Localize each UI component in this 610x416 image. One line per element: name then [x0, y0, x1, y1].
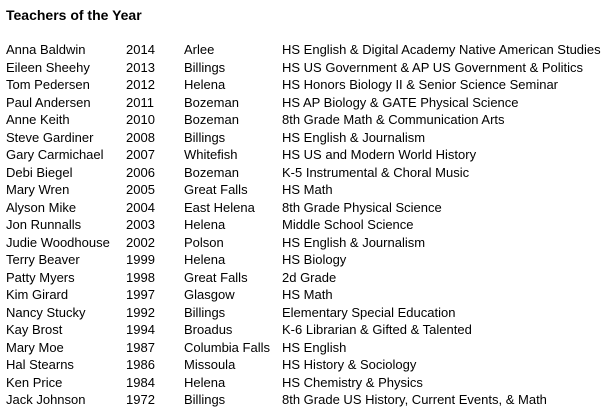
- teacher-city: East Helena: [184, 199, 255, 215]
- teacher-city: Missoula: [184, 357, 236, 372]
- teacher-name: Jack Johnson: [6, 392, 86, 407]
- table-row: [6, 304, 606, 322]
- teacher-name: Kim Girard: [6, 287, 69, 302]
- teacher-year: 1992: [126, 304, 155, 320]
- teacher-name: Steve Gardiner: [6, 129, 94, 145]
- teacher-name: Anne Keith: [6, 112, 70, 127]
- teacher-subject: HS US and Modern World History: [282, 147, 477, 162]
- teacher-subject: HS History & Sociology: [282, 357, 417, 372]
- table-row: [6, 181, 606, 199]
- teacher-city: Whitefish: [184, 147, 238, 162]
- teacher-city: Billings: [184, 392, 226, 407]
- teacher-year: 1972: [126, 392, 155, 407]
- teacher-subject: HS Biology: [282, 252, 347, 267]
- teacher-name: Kay Brost: [6, 322, 63, 337]
- table-row: [6, 199, 606, 217]
- teacher-name: Paul Andersen: [6, 94, 91, 110]
- table-row: [6, 146, 606, 164]
- teacher-year: 1986: [126, 357, 155, 372]
- table-row: [6, 111, 606, 129]
- teacher-subject: HS Chemistry & Physics: [282, 374, 423, 390]
- table-row: [6, 94, 606, 112]
- teacher-subject: HS AP Biology & GATE Physical Science: [282, 94, 519, 110]
- teacher-year: 2004: [126, 199, 155, 215]
- teacher-subject: HS Math: [282, 182, 333, 197]
- teacher-city: Polson: [184, 234, 224, 250]
- table-row: [6, 41, 606, 59]
- teacher-city: Helena: [184, 374, 226, 390]
- teacher-year: 1994: [126, 322, 155, 337]
- teacher-city: Great Falls: [184, 182, 248, 197]
- teacher-city: Glasgow: [184, 287, 235, 302]
- teacher-subject: HS English: [282, 339, 347, 355]
- teacher-year: 2006: [126, 164, 155, 180]
- teacher-city: Helena: [184, 217, 226, 232]
- teacher-city: Bozeman: [184, 112, 239, 127]
- teacher-name: Jon Runnalls: [6, 217, 82, 232]
- teacher-year: 2008: [126, 129, 155, 145]
- teacher-city: Helena: [184, 252, 226, 267]
- table-row: [6, 286, 606, 304]
- teacher-city: Great Falls: [184, 269, 248, 285]
- teacher-subject: HS English & Journalism: [282, 129, 426, 145]
- teacher-city: Billings: [184, 59, 226, 75]
- teacher-year: 2002: [126, 234, 155, 250]
- teacher-year: 2010: [126, 112, 155, 127]
- teacher-name: Hal Stearns: [6, 357, 74, 372]
- teacher-city: Bozeman: [184, 94, 239, 110]
- teacher-subject: HS Honors Biology II & Senior Science Seminar: [282, 77, 559, 92]
- teacher-subject: K-6 Librarian & Gifted & Talented: [282, 322, 472, 337]
- teacher-name: Mary Wren: [6, 182, 70, 197]
- table-row: [6, 164, 606, 182]
- table-row: [6, 59, 606, 77]
- teacher-city: Broadus: [184, 322, 233, 337]
- teacher-subject: HS Math: [282, 287, 333, 302]
- teacher-name: Anna Baldwin: [6, 42, 86, 57]
- teacher-year: 2007: [126, 147, 155, 162]
- teacher-year: 2012: [126, 77, 155, 92]
- teacher-name: Eileen Sheehy: [6, 59, 90, 75]
- teacher-city: Columbia Falls: [184, 339, 270, 355]
- table-row: [6, 216, 606, 234]
- table-row: [6, 374, 606, 392]
- teacher-city: Billings: [184, 129, 226, 145]
- teacher-year: 1999: [126, 252, 155, 267]
- teacher-subject: 2d Grade: [282, 269, 337, 285]
- teacher-subject: Elementary Special Education: [282, 304, 456, 320]
- teacher-year: 2014: [126, 42, 155, 57]
- teacher-year: 2011: [126, 94, 154, 110]
- table-row: [6, 76, 606, 94]
- teacher-year: 1998: [126, 269, 155, 285]
- teacher-name: Mary Moe: [6, 339, 64, 355]
- table-row: [6, 234, 606, 252]
- table-row: [6, 321, 606, 339]
- teacher-year: 2005: [126, 182, 155, 197]
- teacher-subject: 8th Grade Physical Science: [282, 199, 442, 215]
- teachers-table: [6, 41, 606, 409]
- teacher-subject: 8th Grade Math & Communication Arts: [282, 112, 505, 127]
- teacher-city: Bozeman: [184, 164, 239, 180]
- teacher-city: Billings: [184, 304, 226, 320]
- teacher-year: 1984: [126, 374, 155, 390]
- teacher-city: Helena: [184, 77, 226, 92]
- teacher-subject: 8th Grade US History, Current Events, & Math: [282, 392, 547, 407]
- teacher-subject: K-5 Instrumental & Choral Music: [282, 164, 470, 180]
- teacher-name: Alyson Mike: [6, 199, 77, 215]
- teacher-name: Judie Woodhouse: [6, 234, 110, 250]
- teacher-subject: HS English & Digital Academy Native American Studies: [282, 42, 601, 57]
- teacher-name: Debi Biegel: [6, 164, 73, 180]
- teacher-subject: Middle School Science: [282, 217, 414, 232]
- table-row: [6, 251, 606, 269]
- teacher-year: 1997: [126, 287, 155, 302]
- table-row: [6, 339, 606, 357]
- page-title: Teachers of the Year: [6, 7, 142, 23]
- teacher-name: Nancy Stucky: [6, 304, 86, 320]
- teacher-name: Gary Carmichael: [6, 147, 104, 162]
- teacher-city: Arlee: [184, 42, 215, 57]
- teacher-name: Patty Myers: [6, 269, 75, 285]
- teacher-name: Terry Beaver: [6, 252, 80, 267]
- teacher-year: 2003: [126, 217, 155, 232]
- teacher-name: Ken Price: [6, 374, 63, 390]
- table-row: [6, 269, 606, 287]
- teacher-subject: HS English & Journalism: [282, 234, 426, 250]
- teacher-name: Tom Pedersen: [6, 77, 90, 92]
- table-row: [6, 391, 606, 409]
- teacher-year: 1987: [126, 339, 155, 355]
- teacher-year: 2013: [126, 59, 155, 75]
- table-row: [6, 129, 606, 147]
- teacher-subject: HS US Government & AP US Government & Politics: [282, 59, 584, 75]
- table-row: [6, 356, 606, 374]
